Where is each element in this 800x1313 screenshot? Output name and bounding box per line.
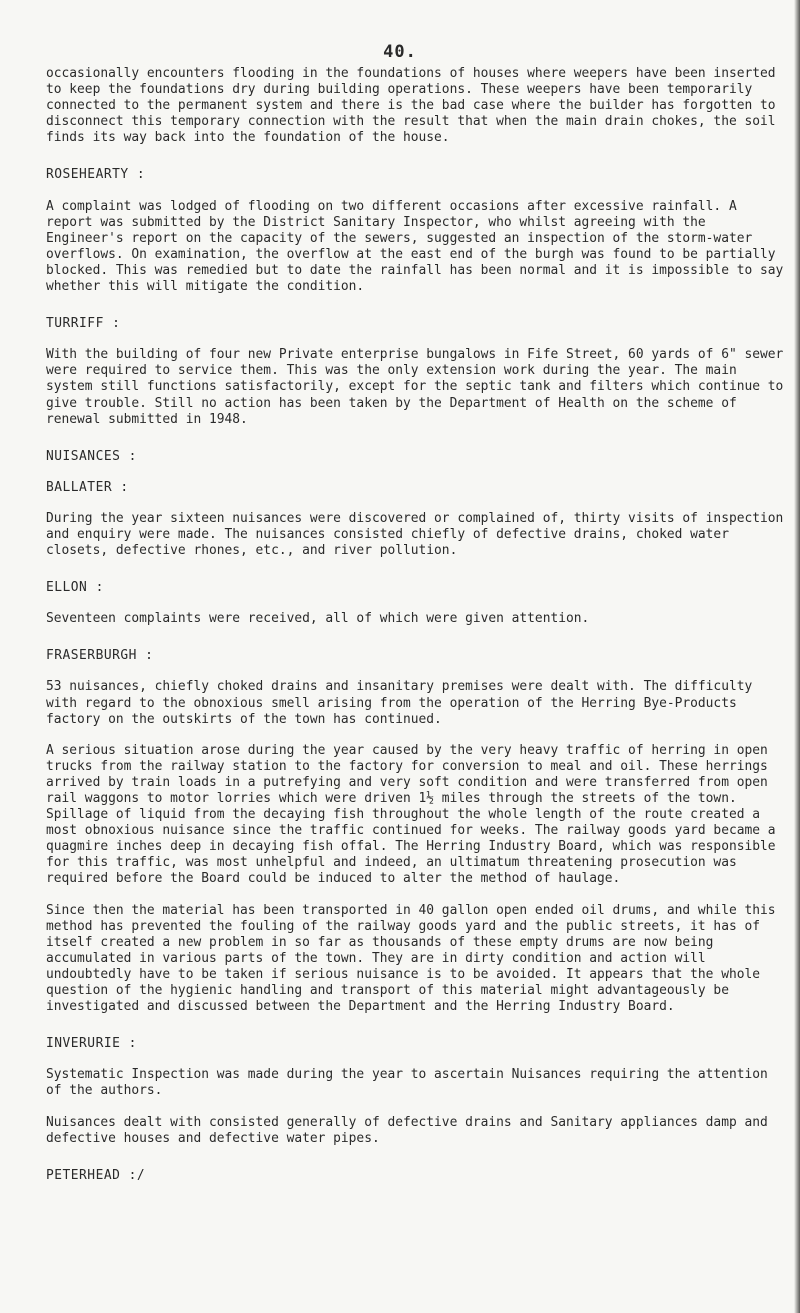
scan-edge-shadow [794, 0, 800, 1313]
section-nuisances [46, 449, 788, 465]
section-paragraph: A complaint was lodged of flooding on two different occasions after excessive rainfall. A report was submitted by the District Sanitary Inspector, who whilst agreeing with the Engineer's report on the capacity of the sewers, suggested an inspection of the storm-water overflows. On examination, the overflow at the east end of the burgh was found to be partially blocked. This was remedied but to date the rainfall has been normal and it is impossible to say whether this will mitigate the condition. [46, 198, 784, 295]
footer-catchword: PETERHEAD :/ [46, 1167, 146, 1183]
section-paragraph: Since then the material has been transported in 40 gallon open ended oil drums, and while this method has prevented the fouling of the railway goods yard and the public streets, it has of itself created a new problem in so far as thousands of these empty drums are now being accumulated in various parts of the town. They are in dirty condition and action will undoubtedly have to be taken if serious nuisance is to be avoided. It appears that the whole question of the hygienic handling and transport of this material might advantageously be investigated and discussed between the Department and the Herring Industry Board. [46, 902, 776, 1015]
section-inverurie [46, 1036, 788, 1146]
section-heading: ROSEHEARTY : [46, 167, 146, 183]
section-rosehearty [46, 167, 788, 295]
section-paragraph: Seventeen complaints were received, all of which were given attention. [46, 611, 590, 627]
section-heading: INVERURIE : [46, 1036, 137, 1052]
section-heading: FRASERBURGH : [46, 648, 154, 664]
section-paragraph: A serious situation arose during the year caused by the very heavy traffic of herring in open trucks from the railway station to the factory for conversion to meal and oil. These herrings arrived by train loads in a putrefying and very soft condition and were transferred from open rail waggons to motor lorries which were driven 1½ miles through the streets of the town. Spillage of liquid from the decaying fish throughout the whole length of the route created a most obnoxious nuisance since the traffic continued for weeks. The railway goods yard became a quagmire inches deep in decaying fish offal. The Herring Industry Board, which was responsible for this traffic, was most unhelpful and indeed, an ultimatum threatening prosecution was required before the Board could be induced to alter the method of haulage. [46, 742, 776, 887]
section-paragraph: Nuisances dealt with consisted generally of defective drains and Sanitary appliances damp and defective houses and defective water pipes. [46, 1114, 768, 1146]
document-body [46, 66, 788, 1199]
section-fraserburgh [46, 648, 788, 1015]
section-heading: NUISANCES : [46, 448, 137, 464]
section-heading: BALLATER : [46, 479, 129, 495]
section-paragraph: During the year sixteen nuisances were discovered or complained of, thirty visits of inspection and enquiry were made. The nuisances consisted chiefly of defective drains, choked water closets, defective rhones, etc., and river pollution. [46, 510, 784, 559]
section-turriff [46, 316, 788, 428]
section-paragraph: With the building of four new Private enterprise bungalows in Fife Street, 60 yards of 6" sewer were required to service them. This was the only extension work during the year. The main system still functions satisfactorily, except for the septic tank and filters which continue to give trouble. Still no action has been taken by the Department of Health on the scheme of renewal submitted in 1948. [46, 347, 784, 427]
section-heading: TURRIFF : [46, 316, 121, 332]
intro-paragraph: occasionally encounters flooding in the foundations of houses where weepers have been inserted to keep the foundations dry during building operations. These weepers have been temporarily connected to the permanent system and there is the bad case where the builder has forgotten to disconnect this temporary connection with the result that when the main drain chokes, the soil finds its way back into the foundation of the house. [46, 66, 776, 146]
section-paragraph: 53 nuisances, chiefly choked drains and insanitary premises were dealt with. The difficulty with regard to the obnoxious smell arising from the operation of the Herring Bye-Products factory on the outskirts of the town has continued. [46, 679, 753, 727]
section-paragraph: Systematic Inspection was made during the year to ascertain Nuisances requiring the attention of the authors. [46, 1067, 768, 1099]
page-number: 40. [383, 42, 417, 62]
section-ellon [46, 580, 788, 627]
section-ballater [46, 480, 788, 559]
section-heading: ELLON : [46, 580, 104, 596]
